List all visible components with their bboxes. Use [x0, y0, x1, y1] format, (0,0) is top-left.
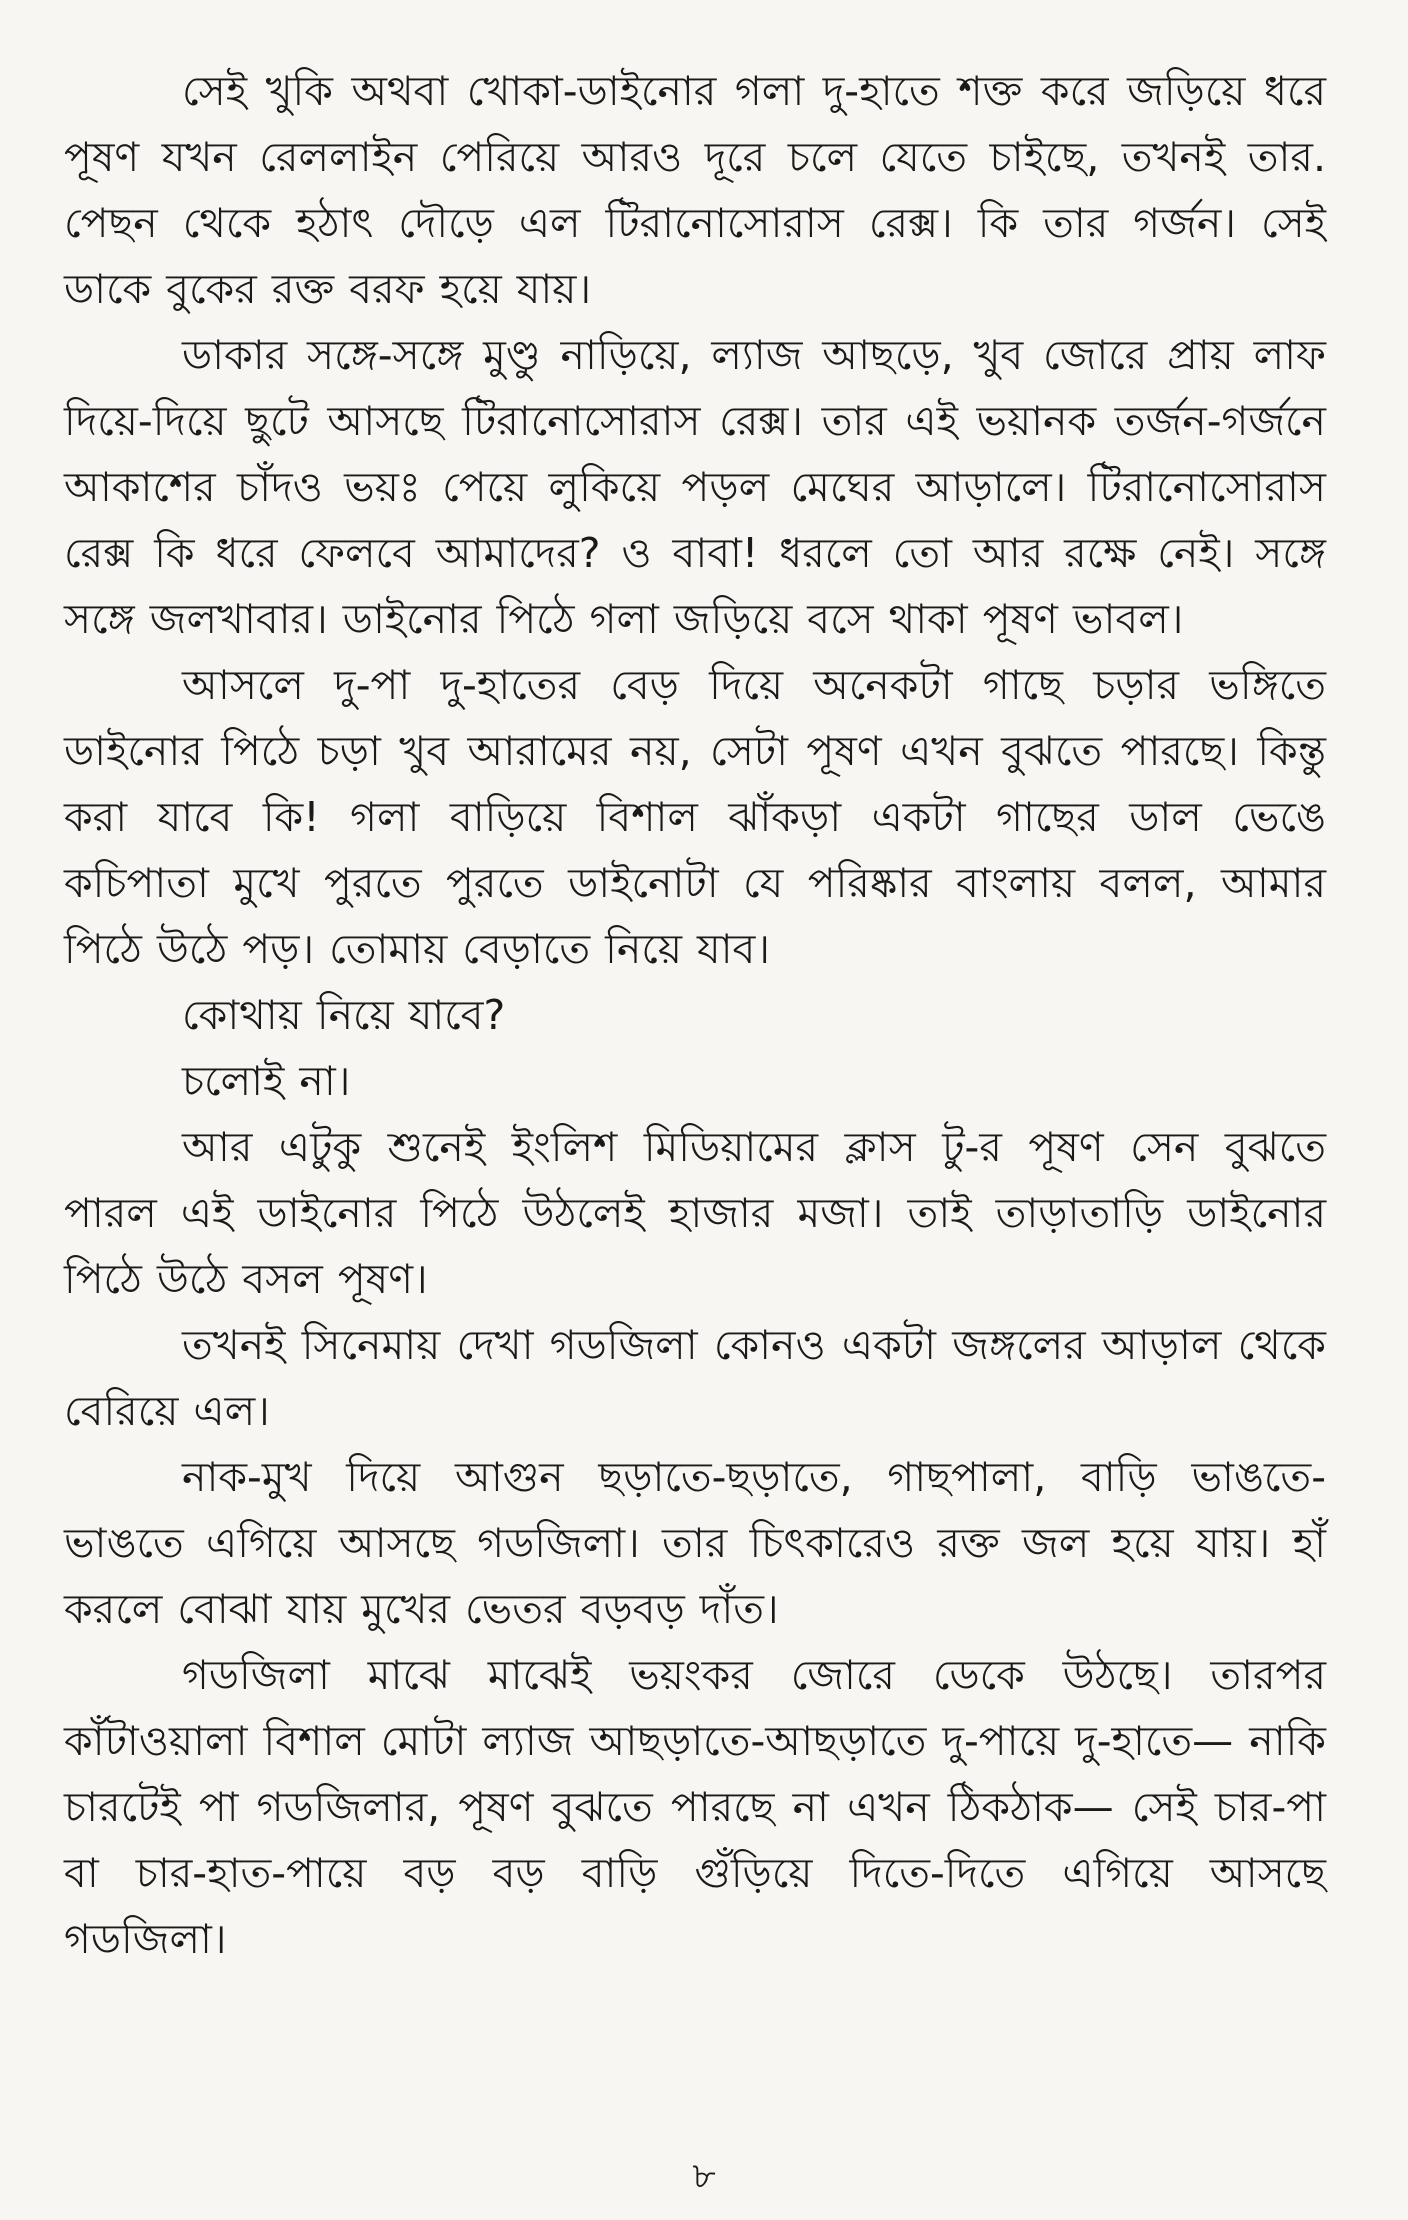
paragraph-6: আর এটুকু শুনেই ইংলিশ মিডিয়ামের ক্লাস টু-র পূষণ সেন বুঝতে পারল এই ডাইনোর পিঠে উঠলেই হাজার মজা। তাই তাড়াতাড়ি ডাইনোর পিঠে উঠে বসল পূষণ। [64, 1123, 1326, 1303]
paragraph-8: নাক-মুখ দিয়ে আগুন ছড়াতে-ছড়াতে, গাছপালা, বাড়ি ভাঙতে-ভাঙতে এগিয়ে আসছে গডজিলা। তার চিৎকারেও রক্ত জল হয়ে যায়। হাঁ করলে বোঝা যায় মুখের ভেতর বড়বড় দাঁত। [64, 1453, 1326, 1633]
paragraph-9: গডজিলা মাঝে মাঝেই ভয়ংকর জোরে ডেকে উঠছে। তারপর কাঁটাওয়ালা বিশাল মোটা ল্যাজ আছড়াতে-আছড়াতে দু-পায়ে দু-হাতে— নাকি চারটেই পা গডজিলার, পূষণ বুঝতে পারছে না এখন ঠিকঠাক— সেই চার-পা বা চার-হাত-পায়ে বড় বড় বাড়ি গুঁড়িয়ে দিতে-দিতে এগিয়ে আসছে গডজিলা। [64, 1651, 1326, 1963]
paragraph-5: চলোই না। [182, 1057, 351, 1105]
text-body [64, 58, 1326, 1972]
paragraph-4: কোথায় নিয়ে যাবে? [182, 991, 506, 1039]
paragraph-2: ডাকার সঙ্গে-সঙ্গে মুণ্ডু নাড়িয়ে, ল্যাজ আছড়ে, খুব জোরে প্রায় লাফ দিয়ে-দিয়ে ছুটে আসছে টিরানোসোরাস রেক্স। তার এই ভয়ানক তর্জন-গর্জনে আকাশের চাঁদও ভয়ঃ পেয়ে লুকিয়ে পড়ল মেঘের আড়ালে। টিরানোসোরাস রেক্স কি ধরে ফেলবে আমাদের? ও বাবা! ধরলে তো আর রক্ষে নেই। সঙ্গে সঙ্গে জলখাবার। ডাইনোর পিঠে গলা জড়িয়ে বসে থাকা পূষণ ভাবল। [64, 331, 1326, 643]
paragraph-1: সেই খুকি অথবা খোকা-ডাইনোর গলা দু-হাতে শক্ত করে জড়িয়ে ধরে পূষণ যখন রেললাইন পেরিয়ে আরও দূরে চলে যেতে চাইছে, তখনই তার. পেছন থেকে হঠাৎ দৌড়ে এল টিরানোসোরাস রেক্স। কি তার গর্জন। সেই ডাকে বুকের রক্ত বরফ হয়ে যায়। [64, 67, 1326, 313]
paragraph-7: তখনই সিনেমায় দেখা গডজিলা কোনও একটা জঙ্গলের আড়াল থেকে বেরিয়ে এল। [64, 1321, 1326, 1435]
paragraph-3: আসলে দু-পা দু-হাতের বেড় দিয়ে অনেকটা গাছে চড়ার ভঙ্গিতে ডাইনোর পিঠে চড়া খুব আরামের নয়, সেটা পূষণ এখন বুঝতে পারছে। কিন্তু করা যাবে কি! গলা বাড়িয়ে বিশাল ঝাঁকড়া একটা গাছের ডাল ভেঙে কচিপাতা মুখে পুরতে পুরতে ডাইনোটা যে পরিষ্কার বাংলায় বলল, আমার পিঠে উঠে পড়। তোমায় বেড়াতে নিয়ে যাব। [64, 661, 1326, 973]
page-number: ৮ [692, 2156, 716, 2197]
